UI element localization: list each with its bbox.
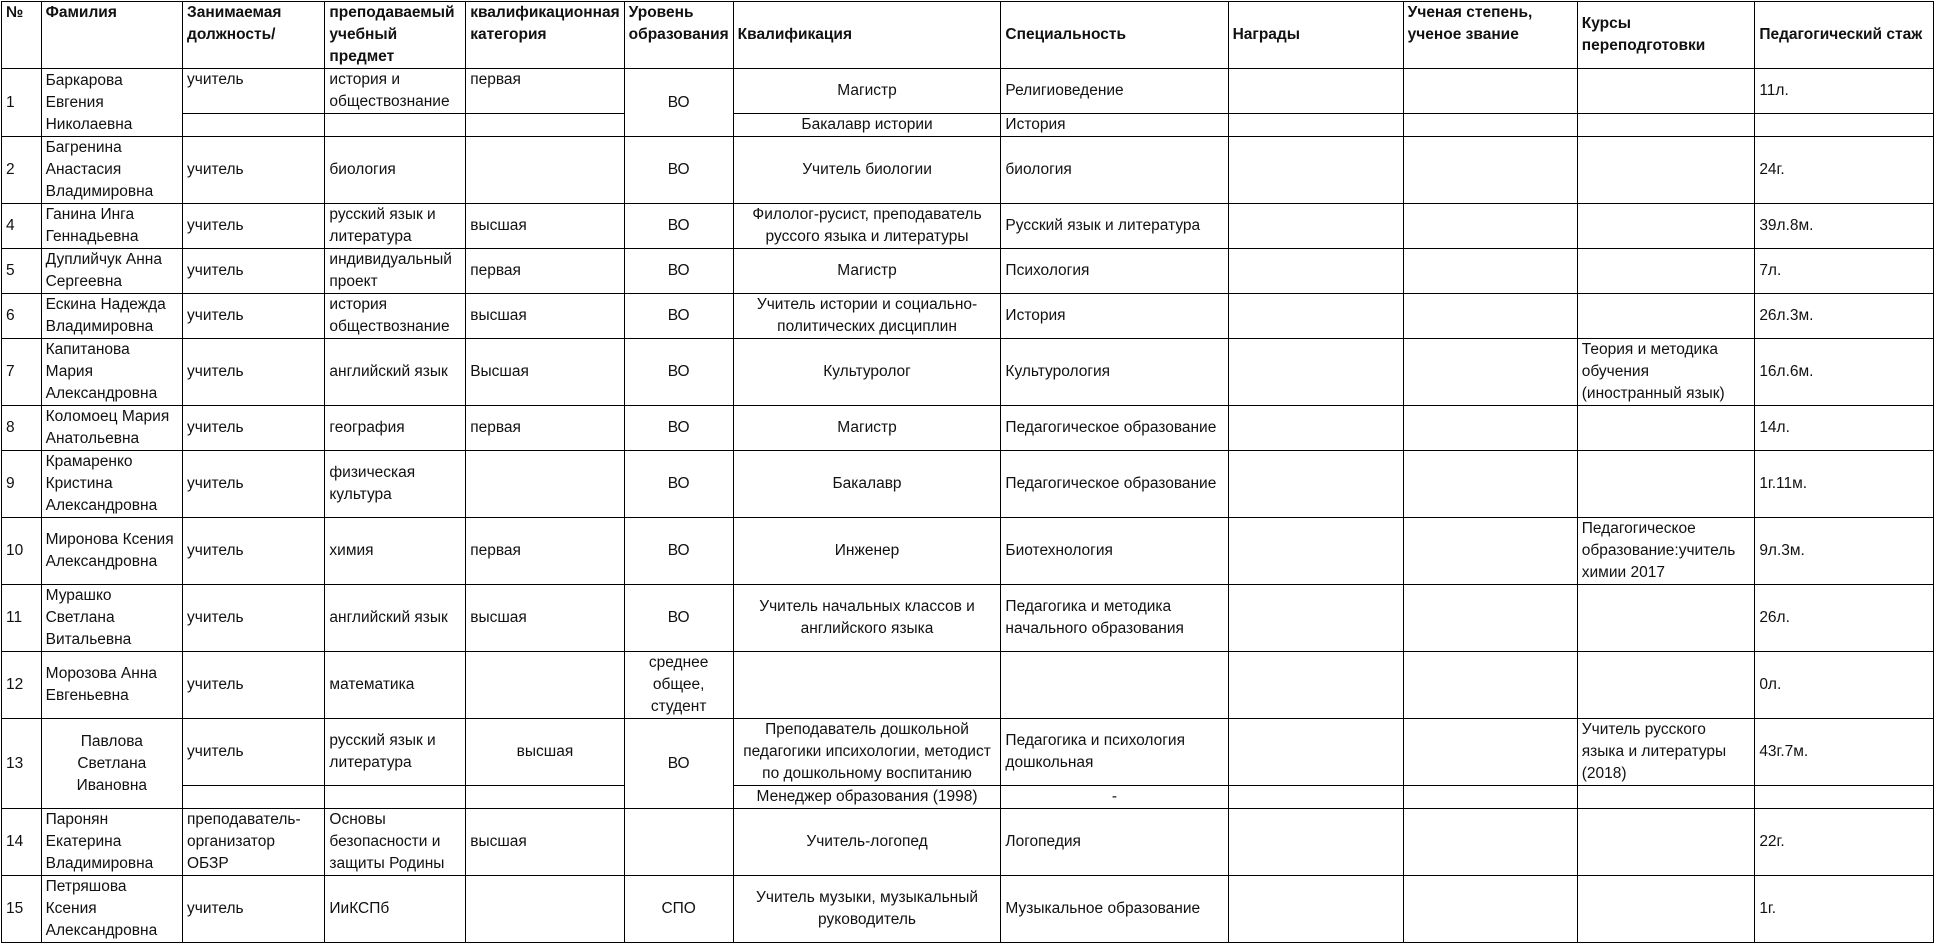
cell-degree-extra[interactable] <box>1403 114 1577 137</box>
cell-courses[interactable] <box>1577 876 1755 943</box>
cell-awards[interactable] <box>1228 451 1403 518</box>
cell-exp-extra[interactable] <box>1755 114 1934 137</box>
cell-courses[interactable] <box>1577 585 1755 652</box>
cell-name[interactable]: Ганина Инга Геннадьевна <box>41 204 182 249</box>
cell-edu[interactable]: ВО <box>624 69 733 137</box>
cell-spec[interactable]: Музыкальное образование <box>1001 876 1228 943</box>
table-row <box>2 809 1934 876</box>
table-row <box>2 406 1934 451</box>
header-surname[interactable]: Фамилия <box>41 2 182 69</box>
cell-name[interactable]: Коломоец Мария Анатольевна <box>41 406 182 451</box>
cell-courses-extra[interactable] <box>1577 786 1755 809</box>
cell-degree[interactable] <box>1403 652 1577 719</box>
cell-courses[interactable] <box>1577 451 1755 518</box>
table-row <box>2 137 1934 204</box>
cell-exp[interactable]: 9л.3м. <box>1755 518 1934 585</box>
cell-qual-extra[interactable]: Бакалавр истории <box>733 114 1001 137</box>
cell-category[interactable] <box>466 137 624 204</box>
cell-subject[interactable]: география <box>325 406 466 451</box>
cell-spec-extra[interactable]: - <box>1001 786 1228 809</box>
cell-num[interactable]: 4 <box>2 204 42 249</box>
cell-position[interactable]: учитель <box>183 339 325 406</box>
cell-position[interactable]: учитель <box>183 69 325 114</box>
cell-position[interactable]: учитель <box>183 585 325 652</box>
cell-awards[interactable] <box>1228 652 1403 719</box>
cell-exp[interactable]: 1г. <box>1755 876 1934 943</box>
cell-subject[interactable]: химия <box>325 518 466 585</box>
cell-qual[interactable]: Учитель-логопед <box>733 809 1001 876</box>
table-row <box>2 204 1934 249</box>
cell-degree[interactable] <box>1403 69 1577 114</box>
header-specialty[interactable]: Специальность <box>1001 2 1228 69</box>
table-row <box>2 518 1934 585</box>
cell-exp-extra[interactable] <box>1755 786 1934 809</box>
cell-position-extra[interactable] <box>183 786 325 809</box>
cell-position[interactable]: учитель <box>183 204 325 249</box>
cell-subject[interactable]: ИиКСПб <box>325 876 466 943</box>
cell-spec[interactable]: История <box>1001 294 1228 339</box>
cell-subject[interactable]: биология <box>325 137 466 204</box>
header-courses[interactable]: Курсы переподготовки <box>1577 2 1755 69</box>
cell-exp[interactable]: 11л. <box>1755 69 1934 114</box>
cell-position[interactable]: учитель <box>183 876 325 943</box>
cell-position[interactable]: учитель <box>183 137 325 204</box>
cell-spec[interactable]: биология <box>1001 137 1228 204</box>
cell-awards[interactable] <box>1228 204 1403 249</box>
cell-name[interactable]: Крамаренко Кристина Александровна <box>41 451 182 518</box>
cell-name[interactable]: Капитанова Мария Александровна <box>41 339 182 406</box>
cell-edu[interactable]: ВО <box>624 585 733 652</box>
cell-degree[interactable] <box>1403 249 1577 294</box>
cell-edu[interactable]: ВО <box>624 451 733 518</box>
cell-category[interactable]: первая <box>466 518 624 585</box>
cell-category[interactable]: Высшая <box>466 339 624 406</box>
cell-num[interactable]: 2 <box>2 137 42 204</box>
cell-spec-extra[interactable]: История <box>1001 114 1228 137</box>
cell-degree[interactable] <box>1403 137 1577 204</box>
cell-awards[interactable] <box>1228 137 1403 204</box>
cell-name[interactable]: Морозова Анна Евгеньевна <box>41 652 182 719</box>
table-row <box>2 69 1934 114</box>
cell-degree[interactable] <box>1403 876 1577 943</box>
cell-awards[interactable] <box>1228 294 1403 339</box>
cell-num[interactable]: 14 <box>2 809 42 876</box>
cell-qual[interactable]: Учитель музыки, музыкальный руководитель <box>733 876 1001 943</box>
cell-num[interactable]: 11 <box>2 585 42 652</box>
cell-name[interactable]: Паронян Екатерина Владимировна <box>41 809 182 876</box>
cell-qual[interactable]: Преподаватель дошкольной педагогики ипсихологии, методист по дошкольному воспитанию <box>733 719 1001 786</box>
cell-subject[interactable]: физическая культура <box>325 451 466 518</box>
cell-qual[interactable]: Учитель биологии <box>733 137 1001 204</box>
cell-subject[interactable]: история обществознание <box>325 294 466 339</box>
cell-subject-extra[interactable] <box>325 786 466 809</box>
cell-category[interactable]: высшая <box>466 294 624 339</box>
cell-degree[interactable] <box>1403 294 1577 339</box>
cell-category[interactable]: высшая <box>466 719 624 786</box>
cell-category[interactable] <box>466 876 624 943</box>
cell-qual[interactable]: Магистр <box>733 69 1001 114</box>
table-row <box>2 585 1934 652</box>
cell-spec[interactable]: Логопедия <box>1001 809 1228 876</box>
cell-edu[interactable]: ВО <box>624 719 733 809</box>
cell-name[interactable]: Петряшова Ксения Александровна <box>41 876 182 943</box>
cell-spec[interactable]: Русский язык и литература <box>1001 204 1228 249</box>
cell-courses-extra[interactable] <box>1577 114 1755 137</box>
cell-subject[interactable]: Основы безопасности и защиты Родины <box>325 809 466 876</box>
cell-courses[interactable] <box>1577 809 1755 876</box>
cell-edu[interactable]: ВО <box>624 294 733 339</box>
cell-exp[interactable]: 26л. <box>1755 585 1934 652</box>
header-category[interactable]: квалификационная категория <box>466 2 624 69</box>
cell-qual[interactable]: Инженер <box>733 518 1001 585</box>
cell-subject[interactable]: индивидуальный проект <box>325 249 466 294</box>
header-qualification[interactable]: Квалификация <box>733 2 1001 69</box>
cell-name[interactable]: Дуплийчук Анна Сергеевна <box>41 249 182 294</box>
cell-exp[interactable]: 0л. <box>1755 652 1934 719</box>
cell-degree[interactable] <box>1403 204 1577 249</box>
cell-qual[interactable] <box>733 652 1001 719</box>
cell-name[interactable]: Миронова Ксения Александровна <box>41 518 182 585</box>
cell-spec[interactable]: Биотехнология <box>1001 518 1228 585</box>
cell-edu[interactable]: ВО <box>624 406 733 451</box>
cell-num[interactable]: 15 <box>2 876 42 943</box>
cell-qual[interactable]: Магистр <box>733 249 1001 294</box>
cell-qual[interactable]: Учитель начальных классов и английского языка <box>733 585 1001 652</box>
cell-exp[interactable]: 1г.11м. <box>1755 451 1934 518</box>
table-row <box>2 294 1934 339</box>
cell-category[interactable] <box>466 652 624 719</box>
cell-awards-extra[interactable] <box>1228 114 1403 137</box>
header-num[interactable]: № <box>2 2 42 69</box>
cell-spec[interactable]: Религиоведение <box>1001 69 1228 114</box>
cell-degree[interactable] <box>1403 339 1577 406</box>
header-position[interactable]: Занимаемая должность/ <box>183 2 325 69</box>
table-row <box>2 652 1934 719</box>
cell-awards[interactable] <box>1228 406 1403 451</box>
cell-courses[interactable] <box>1577 137 1755 204</box>
cell-degree[interactable] <box>1403 719 1577 786</box>
cell-awards-extra[interactable] <box>1228 786 1403 809</box>
cell-position[interactable]: учитель <box>183 294 325 339</box>
cell-courses[interactable] <box>1577 249 1755 294</box>
cell-edu[interactable]: среднее общее, студент <box>624 652 733 719</box>
table-row <box>2 249 1934 294</box>
cell-edu[interactable]: СПО <box>624 876 733 943</box>
cell-num[interactable]: 9 <box>2 451 42 518</box>
header-awards[interactable]: Награды <box>1228 2 1403 69</box>
cell-spec[interactable]: Педагогика и методика начального образования <box>1001 585 1228 652</box>
cell-category[interactable]: первая <box>466 249 624 294</box>
cell-position[interactable]: учитель <box>183 451 325 518</box>
cell-num[interactable]: 13 <box>2 719 42 809</box>
cell-exp[interactable]: 24г. <box>1755 137 1934 204</box>
cell-edu[interactable]: ВО <box>624 249 733 294</box>
cell-qual[interactable]: Культуролог <box>733 339 1001 406</box>
cell-name[interactable]: Баркарова Евгения Николаевна <box>41 69 182 137</box>
cell-awards[interactable] <box>1228 339 1403 406</box>
cell-category[interactable]: высшая <box>466 204 624 249</box>
cell-subject[interactable]: русский язык и литература <box>325 204 466 249</box>
cell-edu[interactable]: ВО <box>624 339 733 406</box>
cell-awards[interactable] <box>1228 69 1403 114</box>
cell-spec[interactable]: Культурология <box>1001 339 1228 406</box>
cell-awards[interactable] <box>1228 719 1403 786</box>
cell-qual[interactable]: Магистр <box>733 406 1001 451</box>
cell-category[interactable]: первая <box>466 69 624 114</box>
cell-position[interactable]: учитель <box>183 719 325 786</box>
cell-category[interactable]: высшая <box>466 809 624 876</box>
cell-subject-extra[interactable] <box>325 114 466 137</box>
cell-spec[interactable]: Педагогическое образование <box>1001 406 1228 451</box>
cell-qual-extra[interactable]: Менеджер образования (1998) <box>733 786 1001 809</box>
cell-category[interactable]: первая <box>466 406 624 451</box>
cell-awards[interactable] <box>1228 518 1403 585</box>
table-row <box>2 876 1934 943</box>
cell-category-extra[interactable] <box>466 114 624 137</box>
cell-spec[interactable]: Психология <box>1001 249 1228 294</box>
cell-subject[interactable]: английский язык <box>325 339 466 406</box>
cell-num[interactable]: 7 <box>2 339 42 406</box>
table-row <box>2 451 1934 518</box>
cell-name[interactable]: Багренина Анастасия Владимировна <box>41 137 182 204</box>
cell-exp[interactable]: 43г.7м. <box>1755 719 1934 786</box>
cell-name[interactable]: Павлова Светлана Ивановна <box>41 719 182 809</box>
cell-degree[interactable] <box>1403 585 1577 652</box>
cell-exp[interactable]: 14л. <box>1755 406 1934 451</box>
cell-position[interactable]: учитель <box>183 518 325 585</box>
table-subrow <box>2 114 1934 137</box>
cell-exp[interactable]: 16л.6м. <box>1755 339 1934 406</box>
cell-degree[interactable] <box>1403 406 1577 451</box>
cell-courses[interactable] <box>1577 406 1755 451</box>
table-subrow <box>2 786 1934 809</box>
cell-courses[interactable] <box>1577 69 1755 114</box>
cell-qual[interactable]: Бакалавр <box>733 451 1001 518</box>
cell-degree[interactable] <box>1403 518 1577 585</box>
cell-exp[interactable]: 39л.8м. <box>1755 204 1934 249</box>
cell-position[interactable]: учитель <box>183 652 325 719</box>
cell-spec[interactable]: Педагогика и психология дошкольная <box>1001 719 1228 786</box>
cell-courses[interactable] <box>1577 294 1755 339</box>
cell-spec[interactable]: Педагогическое образование <box>1001 451 1228 518</box>
cell-edu[interactable]: ВО <box>624 137 733 204</box>
cell-subject[interactable]: история и обществознание <box>325 69 466 114</box>
cell-position[interactable]: учитель <box>183 249 325 294</box>
cell-name[interactable]: Мурашко Светлана Витальевна <box>41 585 182 652</box>
cell-courses[interactable] <box>1577 652 1755 719</box>
cell-courses[interactable]: Педагогическое образование:учитель химии 2017 <box>1577 518 1755 585</box>
cell-subject[interactable]: математика <box>325 652 466 719</box>
cell-spec[interactable] <box>1001 652 1228 719</box>
cell-edu[interactable]: ВО <box>624 204 733 249</box>
cell-courses[interactable] <box>1577 204 1755 249</box>
cell-num[interactable]: 1 <box>2 69 42 137</box>
cell-num[interactable]: 10 <box>2 518 42 585</box>
cell-position[interactable]: учитель <box>183 406 325 451</box>
header-experience[interactable]: Педагогический стаж <box>1755 2 1934 69</box>
cell-courses[interactable]: Учитель русского языка и литературы (2018) <box>1577 719 1755 786</box>
cell-awards[interactable] <box>1228 585 1403 652</box>
cell-category[interactable] <box>466 451 624 518</box>
cell-position-extra[interactable] <box>183 114 325 137</box>
cell-awards[interactable] <box>1228 809 1403 876</box>
staff-table <box>1 1 1934 943</box>
cell-edu[interactable]: ВО <box>624 518 733 585</box>
cell-category[interactable]: высшая <box>466 585 624 652</box>
cell-degree-extra[interactable] <box>1403 786 1577 809</box>
header-subject[interactable]: преподаваемый учебный предмет <box>325 2 466 69</box>
header-degree[interactable]: Ученая степень, ученое звание <box>1403 2 1577 69</box>
cell-exp[interactable]: 7л. <box>1755 249 1934 294</box>
cell-subject[interactable]: английский язык <box>325 585 466 652</box>
table-row <box>2 339 1934 406</box>
cell-edu[interactable] <box>624 809 733 876</box>
cell-courses[interactable]: Теория и методика обучения (иностранный язык) <box>1577 339 1755 406</box>
cell-qual[interactable]: Филолог-русист, преподаватель руссого языка и литературы <box>733 204 1001 249</box>
header-row <box>2 2 1934 69</box>
cell-awards[interactable] <box>1228 876 1403 943</box>
cell-name[interactable]: Ескина Надежда Владимировна <box>41 294 182 339</box>
cell-degree[interactable] <box>1403 809 1577 876</box>
header-edu-level[interactable]: Уровень образования <box>624 2 733 69</box>
cell-position[interactable]: преподаватель-организатор ОБЗР <box>183 809 325 876</box>
cell-category-extra[interactable] <box>466 786 624 809</box>
cell-num[interactable]: 12 <box>2 652 42 719</box>
cell-degree[interactable] <box>1403 451 1577 518</box>
cell-awards[interactable] <box>1228 249 1403 294</box>
table-row <box>2 719 1934 786</box>
cell-qual[interactable]: Учитель истории и социально-политических дисциплин <box>733 294 1001 339</box>
cell-subject[interactable]: русский язык и литература <box>325 719 466 786</box>
cell-num[interactable]: 8 <box>2 406 42 451</box>
cell-num[interactable]: 5 <box>2 249 42 294</box>
cell-exp[interactable]: 22г. <box>1755 809 1934 876</box>
cell-num[interactable]: 6 <box>2 294 42 339</box>
cell-exp[interactable]: 26л.3м. <box>1755 294 1934 339</box>
